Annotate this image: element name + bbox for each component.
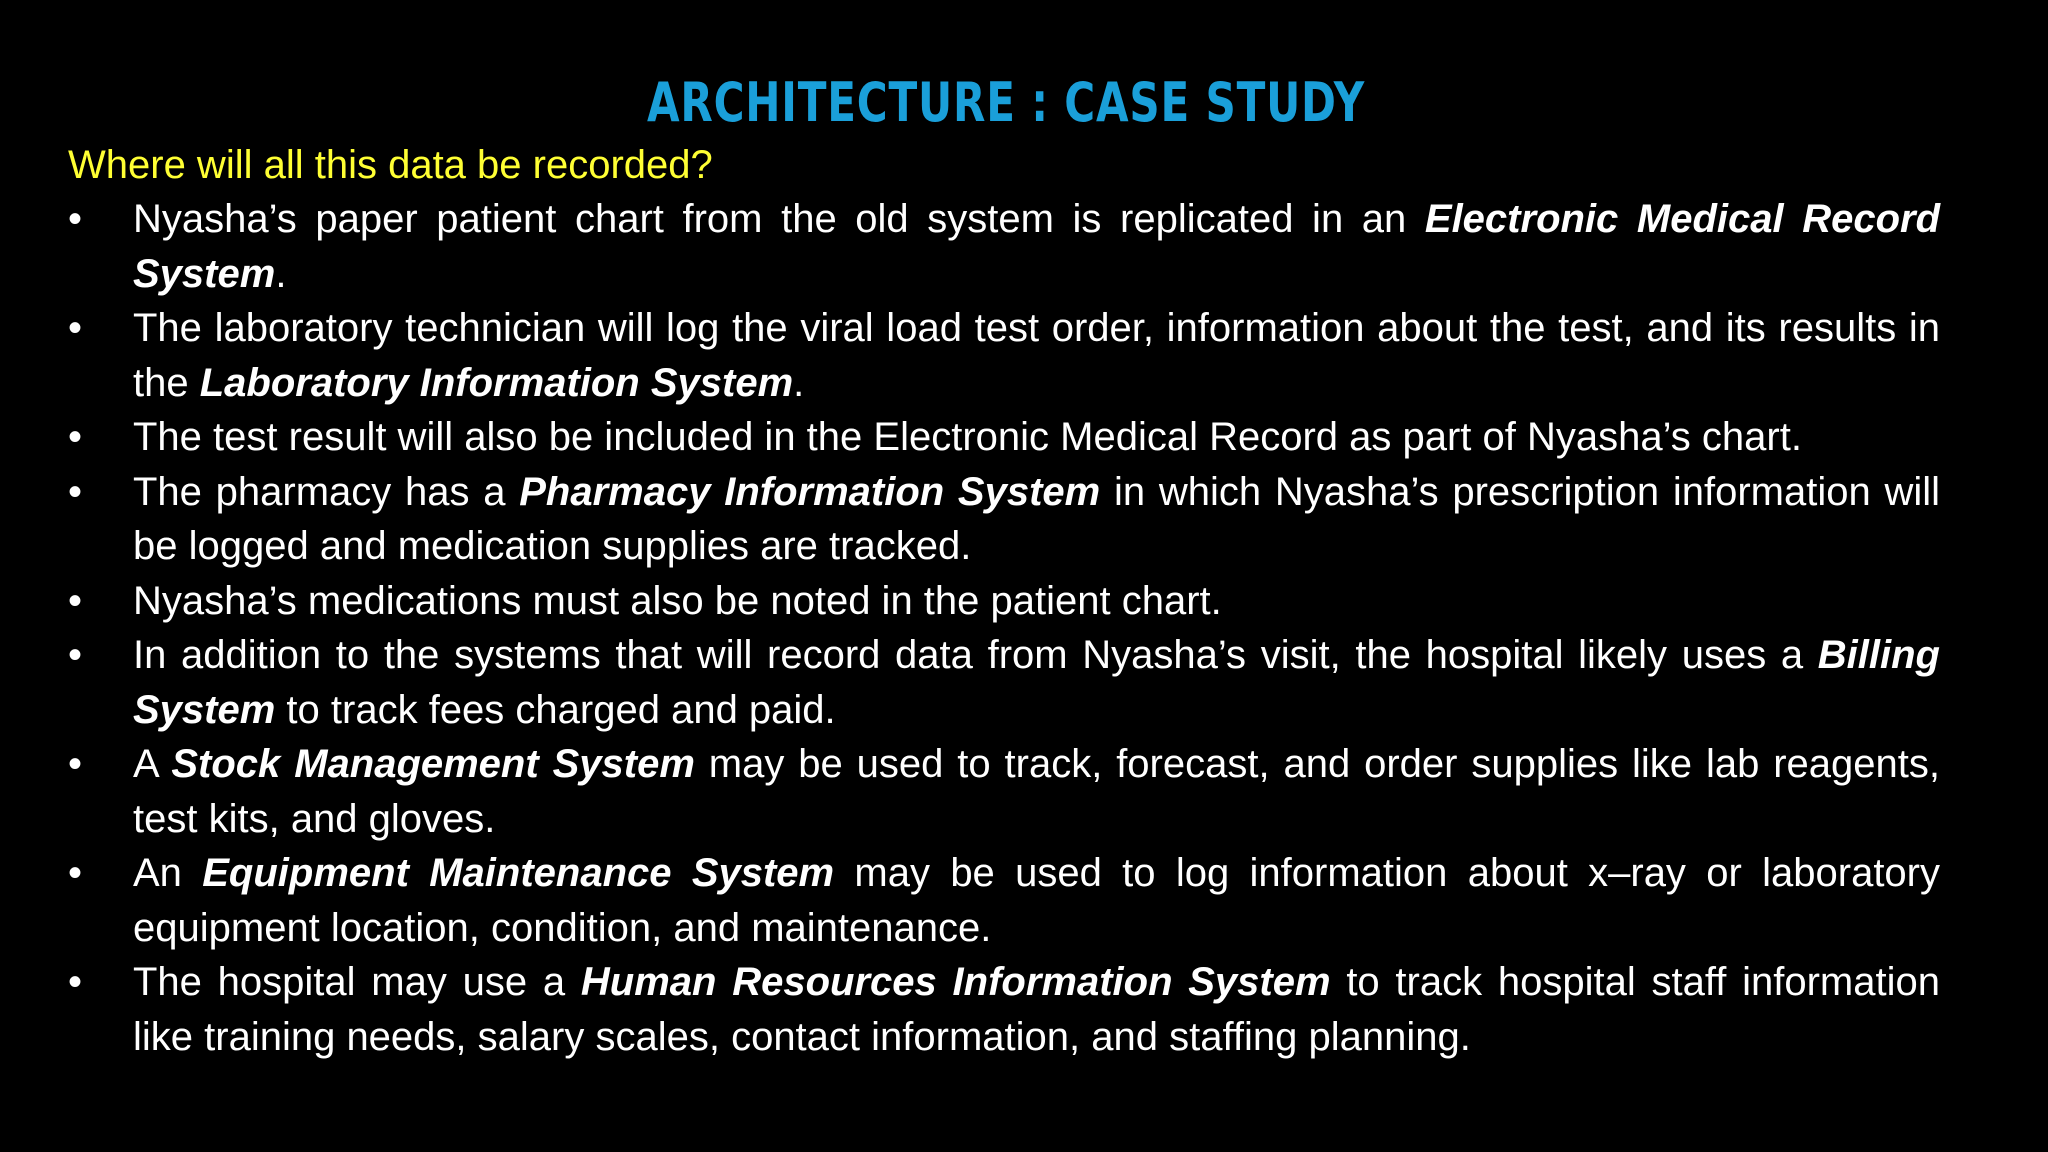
bullet-item-lis: [68, 301, 1940, 410]
bullet-item-pharmacy: [68, 465, 1940, 574]
bullet-item-billing: [68, 628, 1940, 737]
bullet-text-end: to track hospital staff information like training needs, salary scales, contact information, and staffing planning.: [133, 960, 1940, 1059]
bullet-item-test-result: [68, 410, 1940, 465]
bullet-item-equipment: [68, 846, 1940, 955]
system-name: Stock Management System: [171, 742, 695, 786]
bullet-item-hr: [68, 955, 1940, 1064]
bullet-point-icon: •: [68, 578, 83, 623]
bullet-text: The hospital may use a: [133, 960, 581, 1004]
bullet-point-icon: •: [68, 851, 83, 895]
bullet-point-icon: •: [68, 633, 83, 677]
bullet-point-icon: •: [68, 306, 83, 350]
bullet-text-end: in which Nyasha’s prescription information will be logged and medication supplies are tracked.: [133, 469, 1940, 568]
bullet-item-medications: [68, 574, 1940, 629]
system-name: Electronic Medical Record System: [133, 197, 1941, 296]
system-name: Laboratory Information System: [199, 360, 794, 405]
bullet-point-icon: •: [68, 469, 83, 514]
bullet-point-icon: •: [68, 415, 83, 459]
bullet-item-stock: [68, 737, 1940, 846]
bullet-text-end: may be used to track, forecast, and order supplies like lab reagents, test kits, and gloves.: [133, 742, 1940, 841]
bullet-text-end: .: [793, 360, 805, 405]
slide-title: ARCHITECTURE : CASE STUDY: [646, 71, 1366, 134]
bullet-text: The test result will also be included in the Electronic Medical Record as part of Nyasha’s chart.: [133, 415, 1802, 459]
bullet-text-end: to track fees charged and paid.: [275, 687, 836, 732]
bullet-text: The laboratory technician will log the viral load test order, information about the test, and its results in the: [133, 306, 1940, 405]
bullet-text-end: .: [275, 251, 287, 296]
bullet-text: Nyasha’s paper patient chart from the old system is replicated in an: [133, 197, 1425, 241]
bullet-point-icon: •: [68, 197, 83, 241]
bullet-text: A: [133, 742, 172, 786]
system-name: Billing System: [133, 633, 1940, 732]
system-name: Pharmacy Information System: [519, 469, 1101, 514]
bullet-text-end: may be used to log information about x–ray or laboratory equipment location, condition, and maintenance.: [133, 851, 1940, 950]
bullet-text: An: [133, 851, 203, 895]
bullet-list: [68, 192, 1940, 1064]
bullet-point-icon: •: [68, 742, 83, 786]
bullet-text: The pharmacy has a: [133, 469, 520, 514]
slide-subtitle: Where will all this data be recorded?: [68, 143, 713, 187]
bullet-text: Nyasha’s medications must also be noted in the patient chart.: [133, 578, 1222, 623]
bullet-item-emr: [68, 192, 1940, 301]
bullet-text: In addition to the systems that will record data from Nyasha’s visit, the hospital likely uses a: [133, 633, 1818, 677]
system-name: Human Resources Information System: [580, 960, 1331, 1004]
bullet-point-icon: •: [68, 960, 83, 1004]
system-name: Equipment Maintenance System: [202, 851, 835, 895]
